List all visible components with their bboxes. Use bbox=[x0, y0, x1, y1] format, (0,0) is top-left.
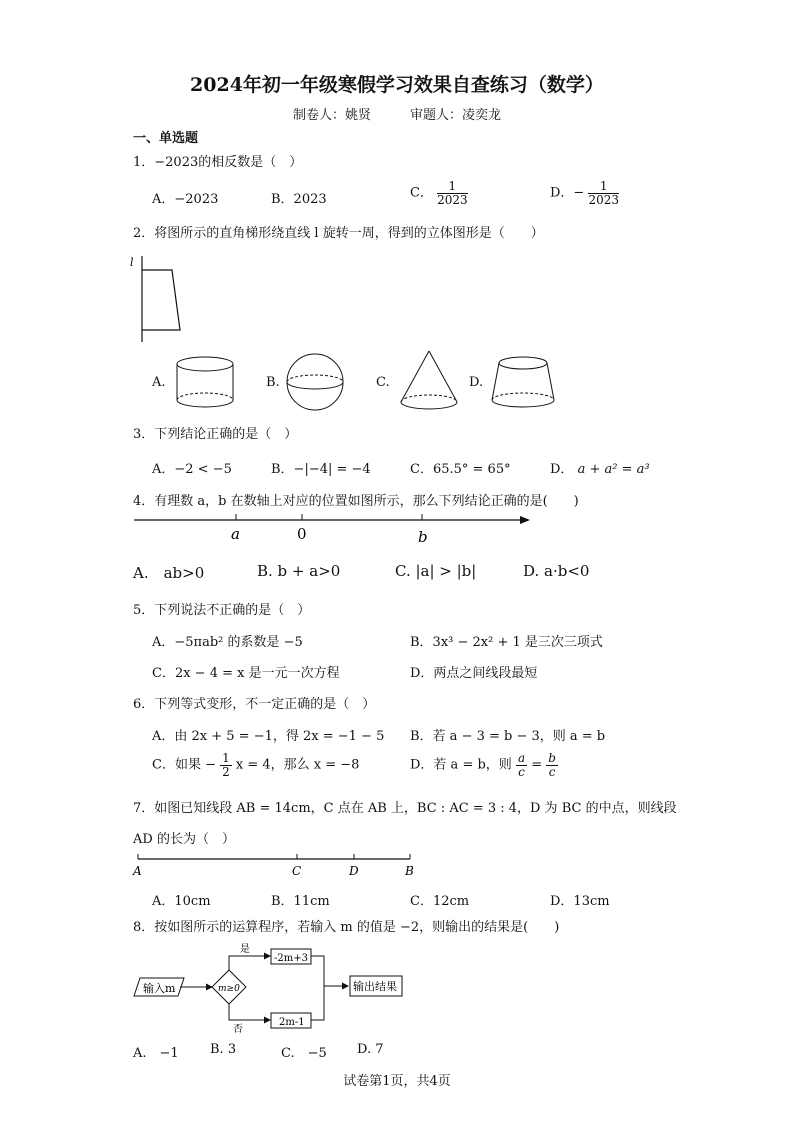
q5-option-b: B．3x³ − 2x² + 1 是三次三项式 bbox=[410, 635, 603, 650]
q6-option-c-fraction bbox=[220, 752, 232, 778]
q1-option-d-label: D．− bbox=[550, 185, 585, 201]
q2-option-c-label: C. bbox=[376, 375, 390, 390]
page-title: 2024年初一年级寒假学习效果自查练习（数学） bbox=[190, 74, 604, 96]
fraction-denominator: 2023 bbox=[437, 192, 468, 207]
page-footer: 试卷第1页，共4页 bbox=[343, 1074, 451, 1089]
question-6-stem: 6．下列等式变形，不一定正确的是（ ） bbox=[133, 697, 376, 712]
q3-option-c: C．65.5° = 65° bbox=[410, 462, 511, 477]
no-label: 否 bbox=[233, 1024, 243, 1034]
q3-option-d-expression: a + a² = a³ bbox=[577, 462, 650, 477]
q8-option-c: C. −5 bbox=[281, 1046, 327, 1061]
number-line bbox=[132, 508, 534, 550]
sphere-icon bbox=[284, 352, 346, 412]
q6-option-d bbox=[410, 752, 558, 778]
question-5-stem: 5．下列说法不正确的是（ ） bbox=[133, 603, 311, 618]
top-operation-label: -2m+3 bbox=[274, 953, 308, 964]
q4-option-b: B. b + a>0 bbox=[257, 562, 341, 580]
yes-branch-arrow bbox=[229, 956, 270, 970]
question-4-stem: 4．有理数 a，b 在数轴上对应的位置如图所示，那么下列结论正确的是( ) bbox=[133, 494, 579, 509]
bottom-operation-label: 2m-1 bbox=[279, 1017, 305, 1028]
question-8-stem: 8．按如图所示的运算程序，若输入 m 的值是 −2，则输出的结果是( ) bbox=[133, 920, 560, 935]
q4-option-c: C. |a| > |b| bbox=[395, 562, 477, 580]
cylinder-icon bbox=[172, 354, 238, 412]
point-d-label: D bbox=[349, 864, 359, 878]
point-zero-label: 0 bbox=[297, 525, 307, 543]
question-2-stem: 2．将图所示的直角梯形绕直线 l 旋转一周，得到的立体图形是（ ） bbox=[133, 226, 544, 241]
fraction-denominator: c bbox=[548, 764, 556, 779]
q7-option-c: C．12cm bbox=[410, 894, 470, 909]
q7-option-d: D．13cm bbox=[550, 894, 610, 909]
q7-option-b: B．11cm bbox=[271, 894, 330, 909]
yes-label: 是 bbox=[240, 944, 250, 955]
fraction-numerator: 1 bbox=[222, 751, 230, 765]
question-7-stem-line1: 7．如图已知线段 AB = 14cm，C 点在 AB 上，BC : AC = 3 : 4，D 为 BC 的中点，则线段 bbox=[133, 801, 677, 816]
equals-sign: = bbox=[531, 757, 543, 773]
q2-option-d-label: D. bbox=[469, 375, 484, 390]
section-heading: 一、单选题 bbox=[133, 131, 199, 146]
q1-option-d bbox=[550, 180, 619, 206]
q1-option-b: B．2023 bbox=[271, 192, 327, 207]
q6-option-b: B．若 a − 3 = b − 3，则 a = b bbox=[410, 729, 606, 744]
q1-option-a: A．−2023 bbox=[152, 192, 219, 207]
q6-option-a: A．由 2x + 5 = −1，得 2x = −1 − 5 bbox=[152, 729, 385, 744]
q3-option-d bbox=[550, 458, 650, 477]
q3-option-a: A．−2 < −5 bbox=[152, 462, 232, 477]
rotation-axis-label: l bbox=[130, 256, 134, 269]
number-line-arrow-icon bbox=[520, 516, 530, 524]
question-3-stem: 3．下列结论正确的是（ ） bbox=[133, 427, 298, 442]
frustum-icon bbox=[488, 354, 558, 412]
q1-option-c-fraction bbox=[437, 180, 468, 206]
q2-option-a-label: A. bbox=[152, 375, 166, 390]
condition-label: m≥0 bbox=[218, 984, 240, 994]
output-label: 输出结果 bbox=[353, 980, 397, 993]
trapezoid-shape bbox=[142, 270, 180, 330]
q8-option-d: D. 7 bbox=[357, 1042, 384, 1057]
fraction-numerator: 1 bbox=[588, 180, 619, 194]
input-label: 输入m bbox=[143, 982, 176, 995]
merge-connector bbox=[311, 956, 324, 1020]
question-7-stem-line2: AD 的长为（ ） bbox=[133, 832, 235, 847]
fraction-numerator: a bbox=[517, 751, 526, 765]
q3-option-d-label: D． bbox=[550, 462, 574, 477]
point-a-label: a bbox=[231, 525, 240, 543]
right-trapezoid-figure bbox=[128, 252, 188, 344]
point-c-label: C bbox=[292, 864, 302, 878]
q4-option-a: A. ab>0 bbox=[133, 564, 205, 582]
q6-option-d-fraction-1 bbox=[516, 752, 527, 778]
fraction-numerator: b bbox=[548, 751, 556, 765]
q4-option-d: D. a·b<0 bbox=[523, 562, 590, 580]
q1-option-c-label: C． bbox=[410, 185, 433, 201]
q5-option-a: A．−5πab² 的系数是 −5 bbox=[152, 635, 303, 650]
q1-option-d-fraction bbox=[588, 180, 619, 206]
fraction-denominator: 2023 bbox=[588, 192, 620, 207]
point-b-label: B bbox=[405, 864, 414, 878]
no-branch-arrow bbox=[229, 1004, 270, 1020]
segment-diagram bbox=[130, 850, 420, 880]
fraction-denominator: 2 bbox=[222, 764, 230, 779]
fraction-numerator: 1 bbox=[437, 180, 468, 194]
q7-option-a: A．10cm bbox=[152, 894, 211, 909]
q6-option-d-fraction-2 bbox=[546, 752, 558, 778]
q8-option-a: A. −1 bbox=[133, 1046, 179, 1061]
cone-icon bbox=[396, 348, 462, 414]
q1-option-c bbox=[410, 180, 468, 206]
q6-option-c bbox=[152, 752, 359, 778]
flowchart bbox=[132, 940, 412, 1034]
q6-option-c-prefix: C．如果 − bbox=[152, 757, 216, 773]
point-b-label: b bbox=[418, 528, 428, 546]
q3-option-b: B．−|−4| = −4 bbox=[271, 462, 371, 477]
q8-option-b: B. 3 bbox=[210, 1042, 237, 1057]
q6-option-c-suffix: x = 4，那么 x = −8 bbox=[235, 757, 360, 773]
q5-option-d: D．两点之间线段最短 bbox=[410, 666, 538, 681]
point-a-label: A bbox=[133, 864, 142, 878]
q6-option-d-prefix: D．若 a = b，则 bbox=[410, 757, 512, 773]
authors-line: 制卷人：姚贤 审题人：凌奕龙 bbox=[292, 108, 501, 123]
question-1-stem: 1．−2023的相反数是（ ） bbox=[133, 155, 303, 170]
q5-option-c: C．2x − 4 = x 是一元一次方程 bbox=[152, 666, 340, 681]
q2-option-b-label: B. bbox=[266, 375, 280, 390]
fraction-denominator: c bbox=[518, 764, 525, 779]
